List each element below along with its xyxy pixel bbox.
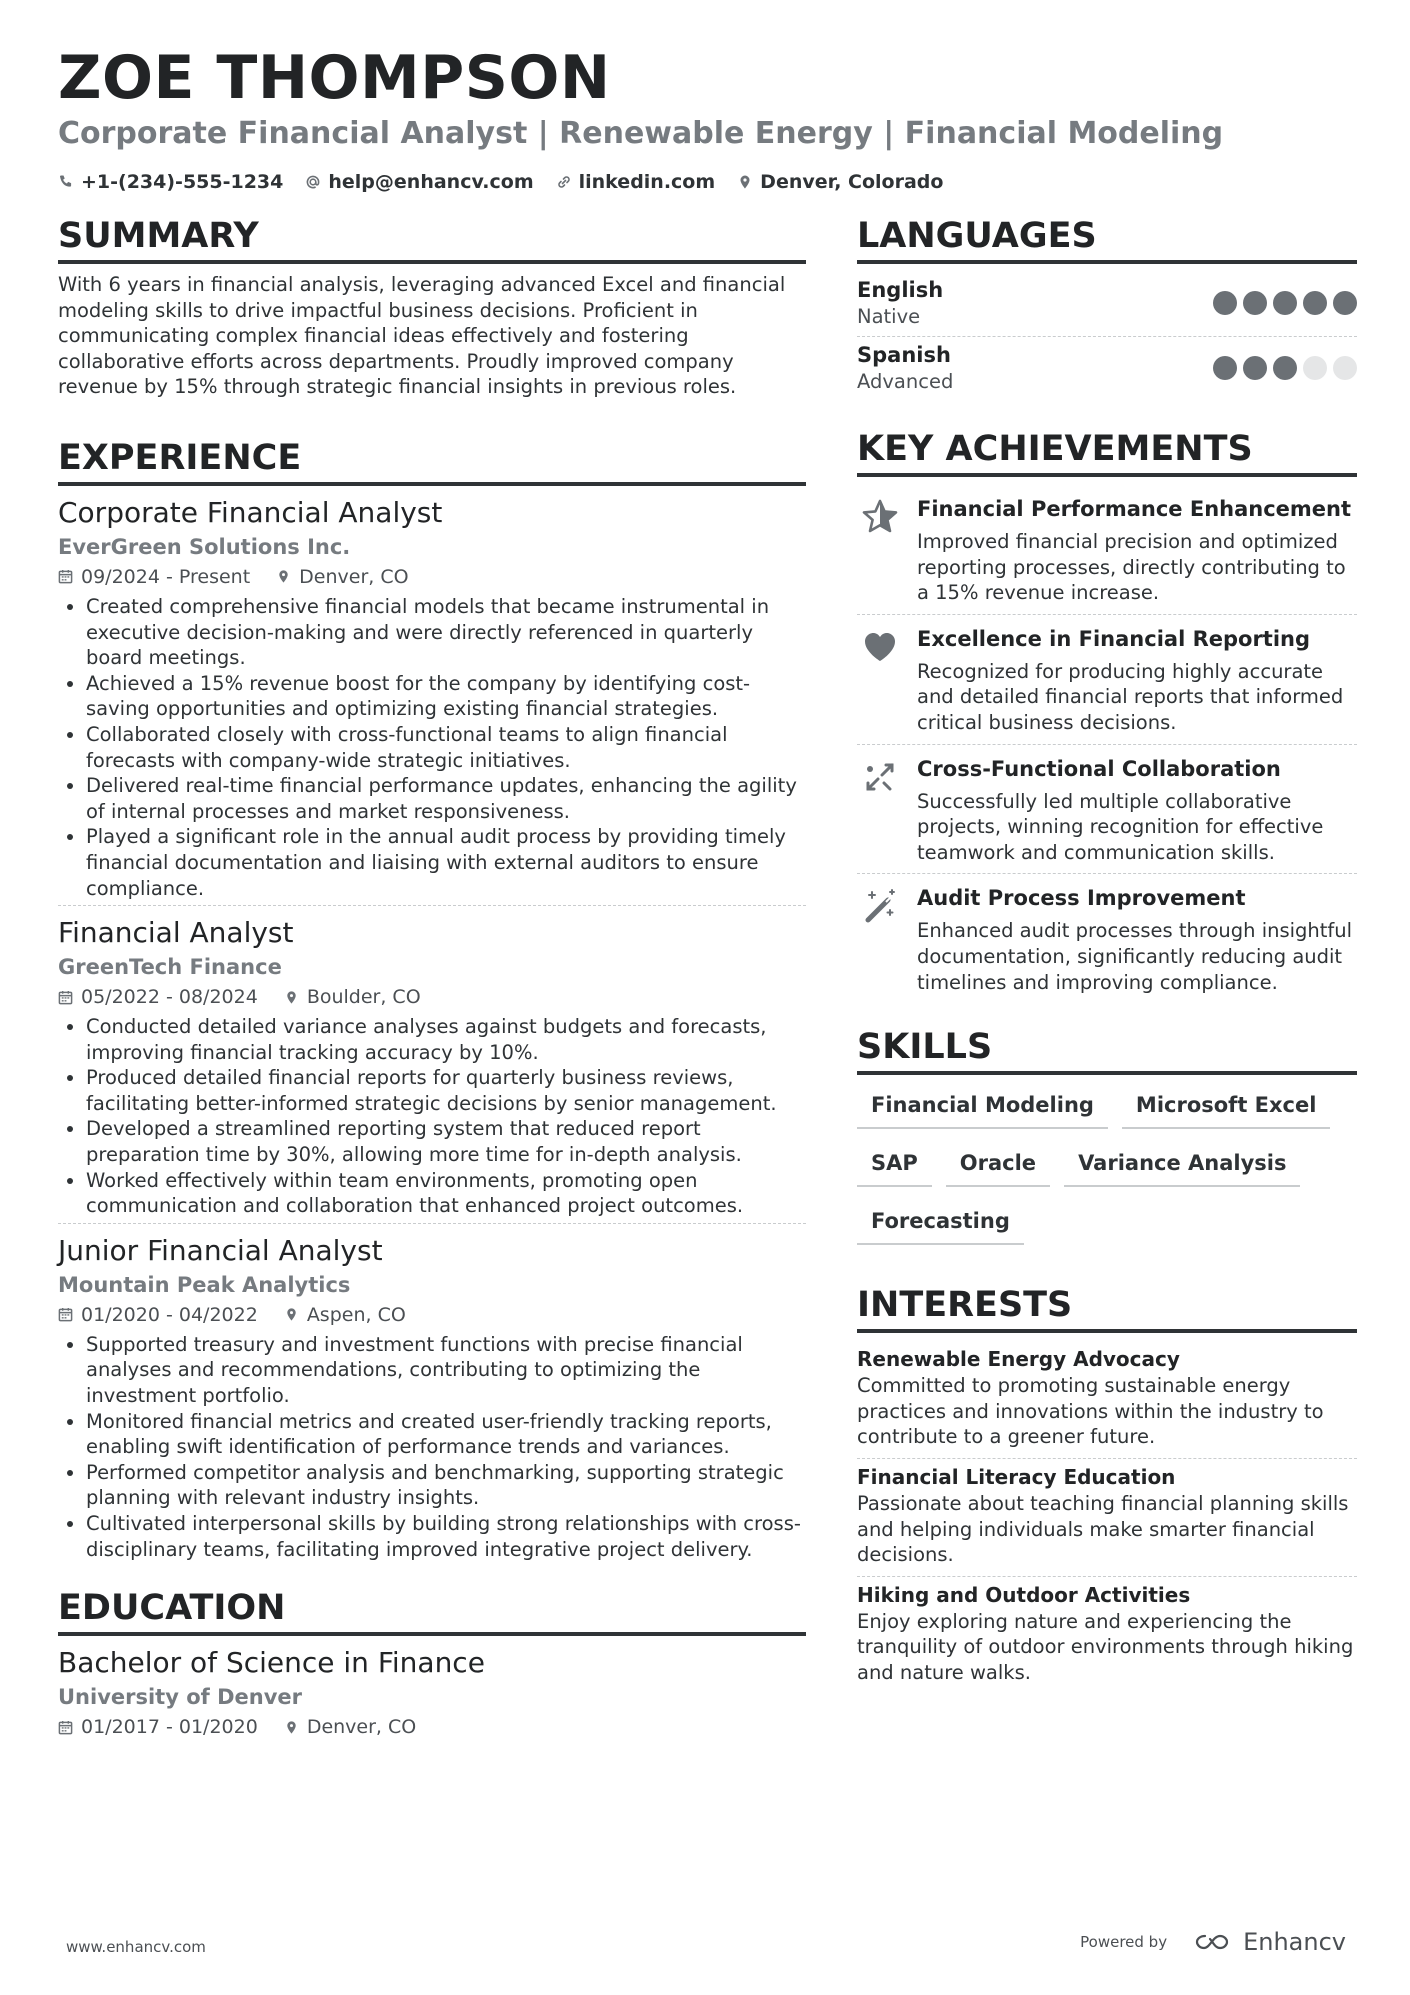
calendar-icon (58, 1307, 73, 1322)
languages-list (857, 272, 1357, 401)
job-location (284, 1300, 406, 1330)
brand-logo[interactable] (1191, 1928, 1346, 1956)
achievement-body (917, 495, 1357, 606)
education-degree: Bachelor of Science in Finance (58, 1646, 485, 1680)
achievement-desc: Improved financial precision and optimized reporting processes, directly contributing to a 15% revenue increase. (917, 530, 1346, 605)
interest-title: Renewable Energy Advocacy (857, 1347, 1180, 1372)
job-dates-text: 05/2022 - 08/2024 (81, 986, 258, 1009)
achievement-desc: Successfully led multiple collaborative projects, winning recognition for effective teamwork and communication skills. (917, 789, 1324, 864)
at-icon (305, 174, 321, 190)
languages-heading: LANGUAGES (857, 214, 1357, 264)
achievement-item (857, 615, 1357, 745)
calendar-icon (58, 1720, 73, 1735)
right-column (857, 214, 1357, 1693)
education-dates (58, 1712, 258, 1742)
experience-bullet: • Monitored financial metrics and created user-friendly tracking reports, enabling swift identification of performance trends and variances. (86, 1409, 806, 1460)
language-rating (1213, 291, 1357, 315)
location-pin-icon (737, 174, 753, 190)
calendar-icon (58, 569, 73, 584)
achievements-heading: KEY ACHIEVEMENTS (857, 427, 1357, 477)
interest-desc: Enjoy exploring nature and experiencing the tranquility of outdoor environments through hiking and nature walks. (857, 1609, 1354, 1684)
language-info (857, 276, 943, 330)
contact-bar (58, 168, 943, 196)
skills-heading: SKILLS (857, 1025, 1357, 1075)
linkedin-text: linkedin.com (578, 171, 716, 193)
rating-dot (1333, 356, 1357, 380)
location-text: Denver, Colorado (760, 171, 944, 193)
language-name: Spanish (857, 343, 951, 367)
job-location-text: Aspen, CO (306, 1303, 406, 1326)
job-location (284, 982, 421, 1012)
rating-dot (1213, 291, 1237, 315)
education-school: University of Denver (58, 1685, 303, 1710)
rating-dot (1243, 291, 1267, 315)
education-meta (58, 1712, 806, 1742)
experience-bullet: • Delivered real-time financial performance updates, enhancing the agility of internal processes and market responsiveness. (86, 773, 806, 824)
language-level: Native (857, 305, 921, 328)
job-dates (58, 562, 250, 592)
candidate-name: ZOE THOMPSON (58, 43, 611, 113)
job-role: Financial Analyst (58, 916, 294, 950)
achievement-icon-wrap (857, 884, 903, 995)
location-pin-icon (284, 1720, 299, 1735)
experience-bullet: • Developed a streamlined reporting system that reduced report preparation time by 30%, allowing more time for in-depth analysis. (86, 1116, 806, 1167)
achievement-desc: Recognized for producing highly accurate and detailed financial reports that informed critical business decisions. (917, 659, 1344, 734)
contact-linkedin[interactable] (556, 168, 716, 196)
interests-list (857, 1341, 1357, 1693)
job-dates-text: 09/2024 - Present (81, 565, 251, 588)
job-location (276, 562, 408, 592)
skills-list (857, 1083, 1357, 1245)
experience-bullet: • Cultivated interpersonal skills by building strong relationships with cross-disciplinary teams, facilitating improved integrative project delivery. (86, 1511, 806, 1562)
education-location (284, 1712, 416, 1742)
skill-tag: Microsoft Excel (1122, 1083, 1331, 1129)
heart-icon (860, 627, 900, 667)
achievement-body (917, 755, 1357, 866)
rating-dot (1303, 356, 1327, 380)
achievement-desc: Enhanced audit processes through insightful documentation, significantly reducing audit timelines and improving compliance. (917, 919, 1353, 994)
language-item (857, 337, 1357, 401)
job-meta (58, 562, 806, 592)
job-company: EverGreen Solutions Inc. (58, 534, 351, 559)
interest-item (857, 1341, 1357, 1459)
powered-by-label: Powered by (1080, 1933, 1168, 1951)
experience-bullet: • Played a significant role in the annual audit process by providing timely financial documentation and liaising with external auditors to ensure compliance. (86, 824, 806, 901)
job-location-text: Boulder, CO (306, 986, 421, 1009)
job-role: Junior Financial Analyst (58, 1233, 383, 1267)
job-company: Mountain Peak Analytics (58, 1272, 351, 1297)
job-role: Corporate Financial Analyst (58, 495, 443, 529)
interest-item (857, 1577, 1357, 1694)
job-meta (58, 982, 806, 1012)
handshake-icon (860, 757, 900, 797)
job-company: GreenTech Finance (58, 955, 282, 980)
location-pin-icon (284, 990, 299, 1005)
rating-dot (1273, 291, 1297, 315)
achievement-body (917, 625, 1357, 736)
left-column (58, 214, 806, 1744)
magic-wand-icon (860, 886, 900, 926)
achievement-body (917, 884, 1357, 995)
education-heading: EDUCATION (58, 1586, 806, 1636)
language-name: English (857, 278, 944, 302)
achievement-icon-wrap (857, 755, 903, 866)
experience-bullet: • Performed competitor analysis and benchmarking, supporting strategic planning with relevant industry insights. (86, 1460, 806, 1511)
experience-bullet: • Achieved a 15% revenue boost for the company by identifying cost-saving opportunities and optimizing existing financial strategies. (86, 671, 806, 722)
summary-heading: SUMMARY (58, 214, 806, 264)
achievement-item (857, 745, 1357, 875)
job-bullets (58, 1332, 806, 1562)
job-bullets (58, 594, 806, 901)
location-pin-icon (284, 1307, 299, 1322)
interest-title: Financial Literacy Education (857, 1464, 1176, 1489)
footer-branding (1080, 1928, 1346, 1956)
job-bullets (58, 1014, 806, 1219)
experience-bullet: • Conducted detailed variance analyses against budgets and forecasts, improving financial tracking accuracy by 10%. (86, 1014, 806, 1065)
email-text: help@enhancv.com (328, 171, 534, 193)
interest-item (857, 1459, 1357, 1577)
star-icon (860, 497, 900, 537)
language-level: Advanced (857, 370, 954, 393)
interest-desc: Passionate about teaching financial planning skills and helping individuals make smarter financial decisions. (857, 1491, 1349, 1567)
experience-bullet: • Created comprehensive financial models that became instrumental in executive decision-making and were directly referenced in quarterly board meetings. (86, 594, 806, 671)
contact-location (737, 168, 943, 196)
brand-name: Enhancv (1243, 1928, 1346, 1956)
skill-tag: Oracle (946, 1141, 1050, 1187)
candidate-title: Corporate Financial Analyst | Renewable Energy | Financial Modeling (58, 116, 1224, 151)
interest-desc: Committed to promoting sustainable energy practices and innovations within the industry to contribute to a greener future. (857, 1374, 1324, 1449)
achievement-icon-wrap (857, 625, 903, 736)
experience-entry (58, 494, 806, 906)
rating-dot (1243, 356, 1267, 380)
language-item (857, 272, 1357, 337)
rating-dot (1273, 356, 1297, 380)
experience-entry (58, 1232, 806, 1566)
job-dates (58, 1300, 258, 1330)
language-info (857, 341, 953, 395)
skill-tag: Forecasting (857, 1199, 1024, 1245)
phone-icon (58, 174, 74, 190)
experience-list (58, 494, 806, 1566)
achievement-title: Audit Process Improvement (917, 886, 1246, 911)
contact-email[interactable] (305, 168, 533, 196)
enhancv-logo-icon (1191, 1930, 1235, 1954)
rating-dot (1303, 291, 1327, 315)
job-location-text: Denver, CO (299, 565, 409, 588)
location-pin-icon (276, 569, 291, 584)
job-dates-text: 01/2020 - 04/2022 (81, 1303, 258, 1326)
experience-bullet: • Collaborated closely with cross-functional teams to align financial forecasts with company-wide strategic initiatives. (86, 722, 806, 773)
job-meta (58, 1300, 806, 1330)
experience-bullet: • Worked effectively within team environments, promoting open communication and collaboration that enhanced project outcomes. (86, 1168, 806, 1219)
achievement-icon-wrap (857, 495, 903, 606)
skill-tag: Variance Analysis (1064, 1141, 1300, 1187)
experience-bullet: • Produced detailed financial reports for quarterly business reviews, facilitating better-informed strategic decisions by senior management. (86, 1065, 806, 1116)
summary-text: With 6 years in financial analysis, leveraging advanced Excel and financial modeling skills to drive impactful business decisions. Proficient in communicating complex financial ideas effectively and fostering collaborative efforts across departments. Proudly improved company revenue by 15% through strategic financial insights in previous roles. (58, 273, 786, 399)
achievement-item (857, 874, 1357, 1003)
experience-entry (58, 914, 806, 1224)
skill-tag: SAP (857, 1141, 932, 1187)
experience-heading: EXPERIENCE (58, 436, 806, 486)
contact-phone[interactable] (58, 168, 283, 196)
link-icon (556, 174, 572, 190)
education-location-text: Denver, CO (306, 1716, 417, 1739)
experience-bullet: • Supported treasury and investment functions with precise financial analyses and recommendations, contributing to optimizing the investment portfolio. (86, 1332, 806, 1409)
calendar-icon (58, 990, 73, 1005)
phone-text: +1-(234)-555-1234 (81, 171, 284, 193)
interests-heading: INTERESTS (857, 1283, 1357, 1333)
education-entry (58, 1644, 806, 1742)
achievements-list (857, 485, 1357, 1003)
rating-dot (1333, 291, 1357, 315)
language-rating (1213, 356, 1357, 380)
interest-title: Hiking and Outdoor Activities (857, 1582, 1191, 1607)
skill-tag: Financial Modeling (857, 1083, 1108, 1129)
achievement-title: Financial Performance Enhancement (917, 497, 1352, 521)
footer-website[interactable]: www.enhancv.com (66, 1938, 206, 1956)
achievement-title: Cross-Functional Collaboration (917, 756, 1281, 781)
rating-dot (1213, 356, 1237, 380)
achievement-item (857, 485, 1357, 615)
education-dates-text: 01/2017 - 01/2020 (81, 1716, 258, 1739)
achievement-title: Excellence in Financial Reporting (917, 626, 1311, 651)
job-dates (58, 982, 258, 1012)
